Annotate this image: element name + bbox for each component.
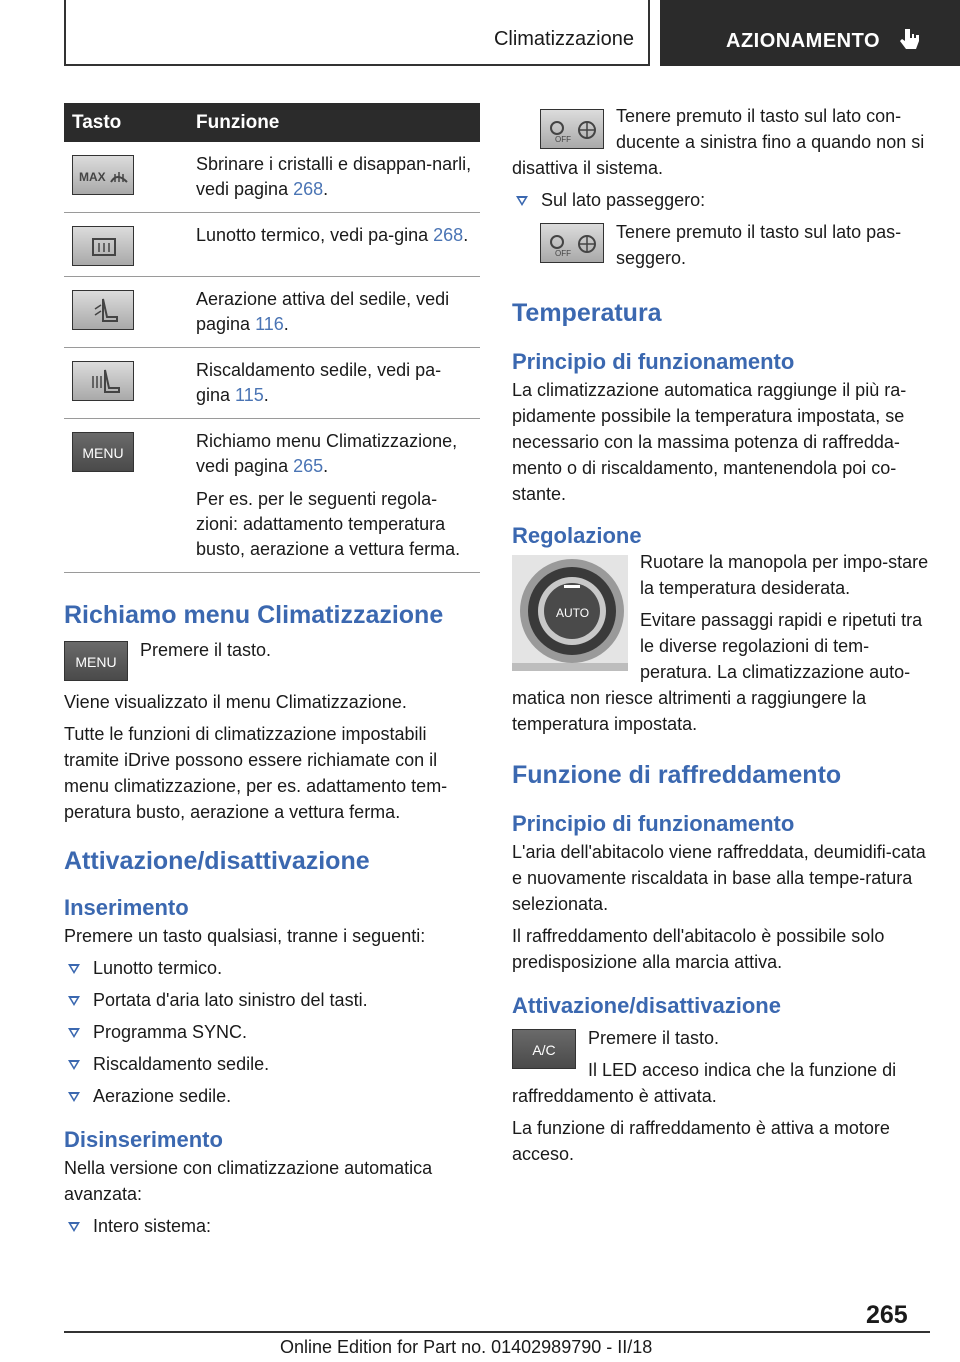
heading-on: Inserimento — [64, 895, 189, 920]
max-defrost-icon — [72, 155, 134, 195]
svg-text:OFF: OFF — [555, 249, 571, 258]
heading-onoff: Attivazione/disattivazione — [64, 847, 370, 875]
temperature-knob-image — [512, 555, 628, 671]
edition-text: Online Edition for Part no. 01402989790 - II/18 — [280, 1337, 653, 1357]
table-row: Riscaldamento sedile, vedi pa-gina 115. — [64, 348, 480, 419]
fan-off-key-icon — [540, 223, 604, 263]
heading-cool-onoff: Attivazione/disattivazione — [512, 993, 781, 1018]
bullet-triangle-icon — [68, 964, 80, 974]
bullet-triangle-icon — [68, 1028, 80, 1038]
table-row: MAX Sbrinare i cristalli e disappan-narli, vedi pagina 268. — [64, 142, 480, 213]
key-function-table — [64, 103, 480, 573]
table-row: MENU Richiamo menu Climatizzazione, vedi pagina 265. Per es. per le seguenti regola-zioni: adattamento temperatura busto, aerazione a vettura ferma. — [64, 419, 480, 573]
seat-ventilation-icon — [72, 290, 134, 330]
bullet-triangle-icon — [68, 1222, 80, 1232]
heading-temperature: Temperatura — [512, 299, 662, 327]
svg-text:AUTO: AUTO — [556, 606, 590, 620]
table-row: Lunotto termico, vedi pa-gina 268. — [64, 213, 480, 277]
bullet-triangle-icon — [68, 1060, 80, 1070]
page-number: 265 — [866, 1301, 908, 1329]
page-link[interactable]: 116 — [255, 314, 284, 334]
heading-cool-principle: Principio di funzionamento — [512, 811, 795, 836]
chapter-title: Climatizzazione — [493, 28, 634, 50]
hand-pointer-icon — [898, 26, 922, 54]
heading-off: Disinserimento — [64, 1127, 223, 1152]
menu-key-icon: MENU — [72, 432, 134, 472]
seat-heating-icon — [72, 361, 134, 401]
svg-text:MAX: MAX — [79, 170, 106, 184]
bullet-triangle-icon — [68, 996, 80, 1006]
col-header-function: Funzione — [188, 103, 480, 142]
on-exceptions-list — [64, 955, 480, 1109]
fan-off-key-icon — [540, 109, 604, 149]
right-column: OFF Tenere premuto il tasto sul lato con-ducente a sinistra fino a quando non si disattiva il sistema. Sul lato passeggero: OFF Tenere premuto il tasto sul lato pas-seggero. Temperatura Principio di funzionamento La climatizzazione automatica raggiunge il più ra-pidamente possibile la temperatura impostata, se necessario con la massima potenza di raffredda-mento o di riscaldamento, mantenendola poi co-stante. Regolazione AUTO Ruotare la manopola per impo-stare la temperatura desiderata. Evitare passaggi rapidi e ripetuti tra le diverse regolazioni di tem-peratura. La climatizzazione auto-matica non riesce altrimenti a raggiungere la temperatura impostata. Funzione di raffreddamento Principio di funzionamento L'aria dell'abitacolo viene raffreddata, deumidifi-cata e nuovamente riscaldata in base alla tempe-ratura selezionata. Il raffreddamento dell'abitacolo è possibile solo predisposizione alla marcia attiva. Attivazione/disattivazione A/C Premere il tasto. Il LED acceso indica che la funzione di raffreddamento è attivata. La funzione di raffreddamento è attiva a motore acceso. — [512, 106, 929, 1164]
chapter-box — [64, 0, 650, 66]
heading-cooling: Funzione di raffreddamento — [512, 761, 842, 789]
heading-menu: Richiamo menu Climatizzazione — [64, 601, 444, 629]
svg-text:OFF: OFF — [555, 135, 571, 144]
ac-key-icon: A/C — [512, 1029, 576, 1069]
page-link[interactable]: 268 — [433, 225, 464, 245]
table-note: Per es. per le seguenti regola-zioni: adattamento temperatura busto, aerazione a vettura ferma. — [196, 489, 461, 559]
heading-principle: Principio di funzionamento — [512, 349, 795, 374]
page-header — [0, 0, 960, 66]
bullet-triangle-icon — [516, 196, 528, 206]
list-item: Aerazione sedile. — [64, 1083, 480, 1109]
bullet-triangle-icon — [68, 1092, 80, 1102]
section-title: AZIONAMENTO — [726, 30, 881, 52]
page-link[interactable]: 268 — [293, 179, 324, 199]
heading-regulation: Regolazione — [512, 523, 642, 548]
list-item: Sul lato passeggero: — [512, 187, 930, 213]
list-item: Intero sistema: — [64, 1213, 480, 1239]
left-column: Tasto Funzione MAX Sbrinare i cristalli e disappan-narli, vedi pagina 268. Lunotto termico, vedi pa-gina 268. Aerazione attiva del sedile, vedi pagina 116. Riscaldamento sedile, vedi pa-gina 115. MENU Richiamo menu Climatizzazione, vedi pagina 265. Per es. per le seguenti regola-zioni: adattamento temperatura busto, aerazione a vettura ferma. Richiamo menu Climatizzazione MENU Premere il tasto. Viene visualizzato il menu Climatizzazione. Tutte le funzioni di climatizzazione impostabili tramite iDrive possono essere richiamate con il menu climatizzazione, per es. adattamento tem-peratura busto, aerazione a vettura ferma. Attivazione/disattivazione Inserimento Premere un tasto qualsiasi, tranne i seguenti: Lunotto termico. Portata d'aria lato sinistro del tasti. Programma SYNC. Riscaldamento sedile. Aerazione sedile. Disinserimento Nella versione con climatizzazione automatica avanzata: Intero sistema: — [64, 103, 480, 1239]
page-link[interactable]: 115 — [235, 385, 264, 405]
table-row: Aerazione attiva del sedile, vedi pagina 116. — [64, 277, 480, 348]
list-item: Lunotto termico. — [64, 955, 480, 981]
page-link[interactable]: 265 — [293, 456, 324, 476]
rear-window-heating-icon — [72, 226, 134, 266]
list-item: Portata d'aria lato sinistro del tasti. — [64, 987, 480, 1013]
section-tab — [660, 0, 960, 66]
menu-press-text: Premere il tasto. — [140, 640, 272, 660]
col-header-key: Tasto — [64, 103, 188, 142]
list-item: Programma SYNC. — [64, 1019, 480, 1045]
menu-key-icon: MENU — [64, 641, 128, 681]
footer-divider — [64, 1331, 930, 1333]
list-item: Riscaldamento sedile. — [64, 1051, 480, 1077]
